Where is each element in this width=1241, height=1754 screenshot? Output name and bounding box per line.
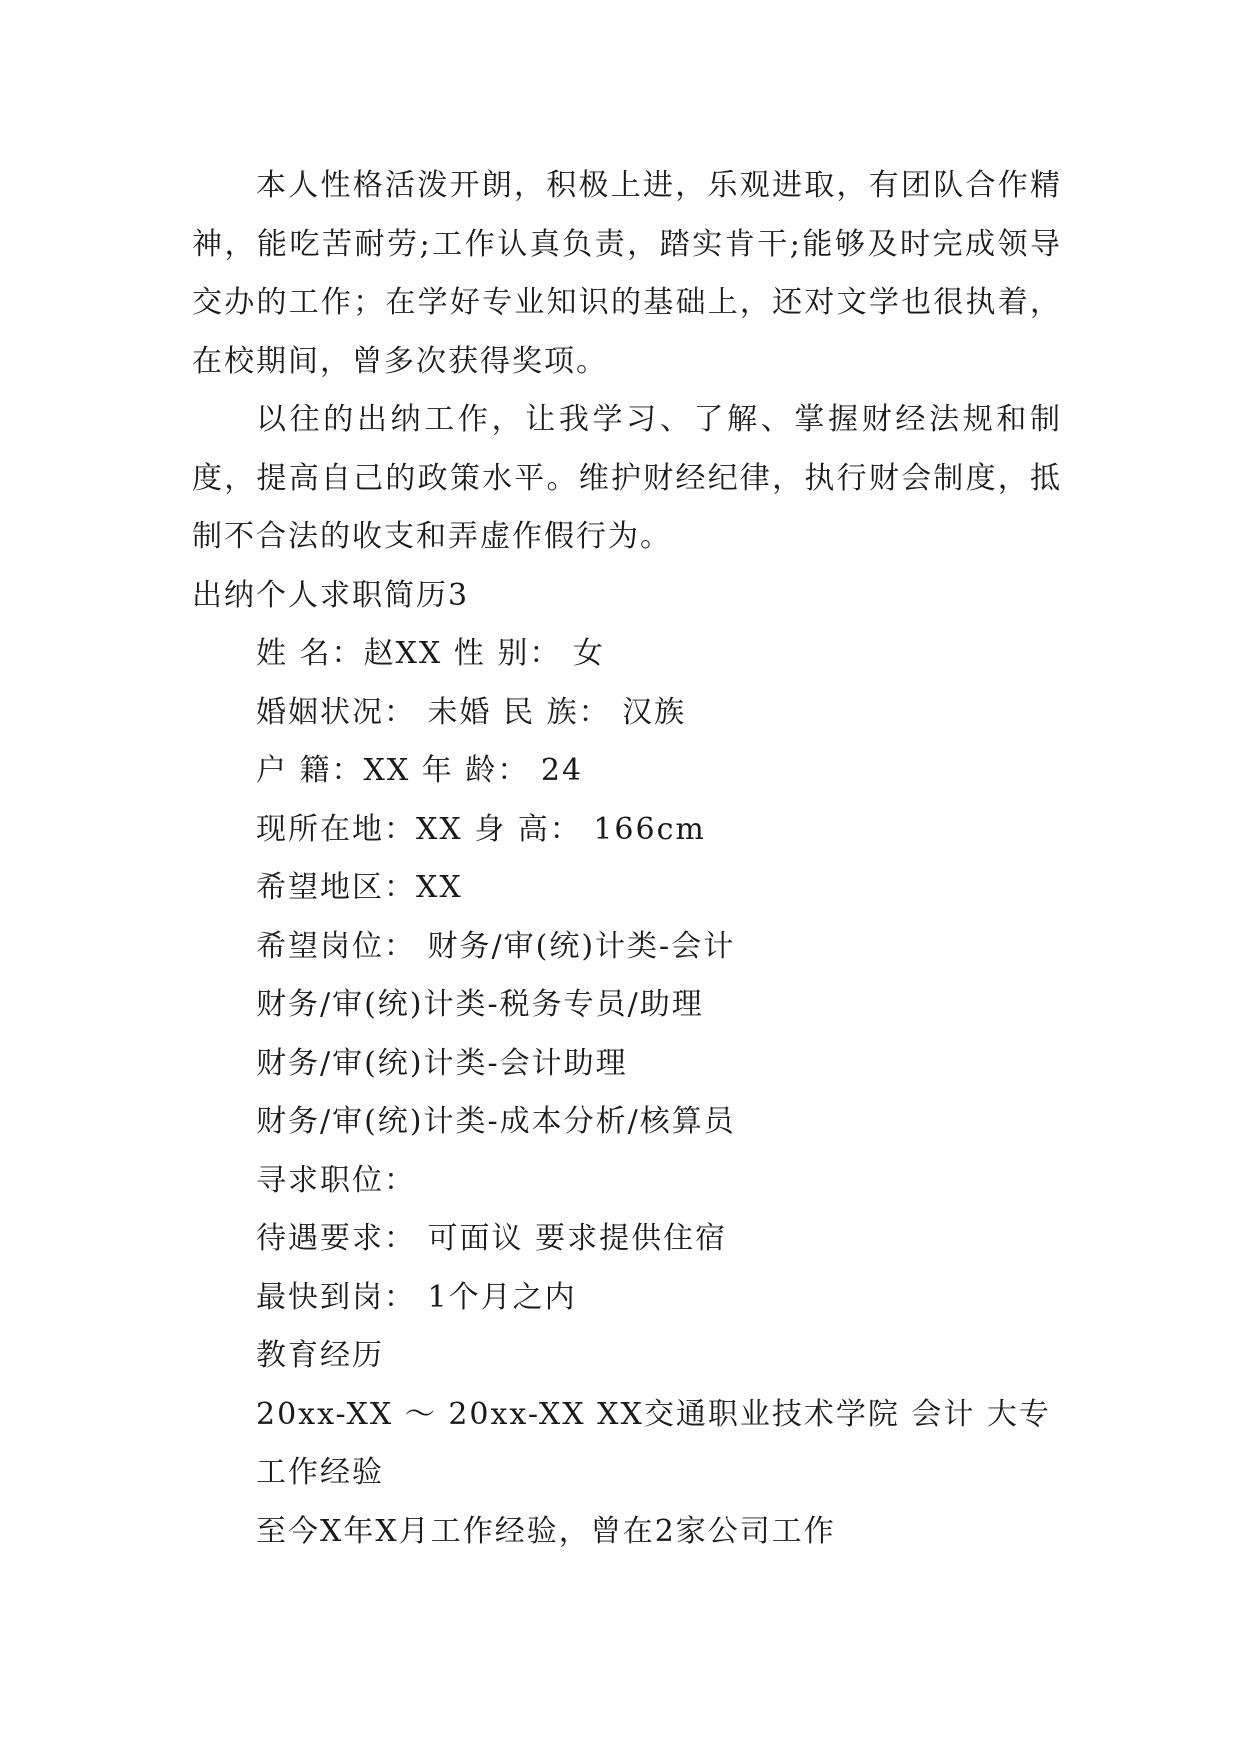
line-desired-position: 希望岗位： 财务/审(统)计类-会计	[256, 928, 736, 964]
line-position-assistant: 财务/审(统)计类-会计助理	[256, 1045, 628, 1081]
line-marital-ethnicity: 婚姻状况： 未婚 民 族： 汉族	[256, 694, 687, 730]
document-body	[192, 157, 1062, 1561]
line-education-heading: 教育经历	[256, 1338, 384, 1373]
line-seeking-position: 寻求职位：	[256, 1162, 416, 1198]
section-title: 出纳个人求职简历3	[192, 577, 470, 613]
paragraph-personality: 本人性格活泼开朗，积极上进，乐观进取，有团队合作精神，能吃苦耐劳;工作认真负责，踏实肯干;能够及时完成领导交办的工作；在学好专业知识的基础上，还对文学也很执着，在校期间，曾多次获得奖项。	[192, 168, 1062, 379]
line-hukou-age: 户 籍：XX 年 龄： 24	[256, 753, 584, 788]
line-position-tax: 财务/审(统)计类-税务专员/助理	[256, 987, 704, 1022]
line-education-entry: 20xx-XX ～ 20xx-XX XX交通职业技术学院 会计 大专	[256, 1396, 1051, 1432]
line-availability: 最快到岗： 1个月之内	[256, 1279, 577, 1315]
line-work-entry: 至今X年X月工作经验，曾在2家公司工作	[256, 1513, 836, 1549]
line-salary: 待遇要求： 可面议 要求提供住宿	[256, 1221, 728, 1256]
line-location-height: 现所在地：XX 身 高： 166cm	[256, 811, 706, 847]
line-position-cost: 财务/审(统)计类-成本分析/核算员	[256, 1104, 736, 1139]
line-work-heading: 工作经验	[256, 1455, 384, 1490]
paragraph-experience: 以往的出纳工作，让我学习、了解、掌握财经法规和制度，提高自己的政策水平。维护财经纪律，执行财会制度，抵制不合法的收支和弄虚作假行为。	[192, 402, 1062, 554]
line-desired-region: 希望地区：XX	[256, 870, 463, 905]
line-name-gender: 姓 名：赵XX 性 别： 女	[256, 636, 605, 671]
